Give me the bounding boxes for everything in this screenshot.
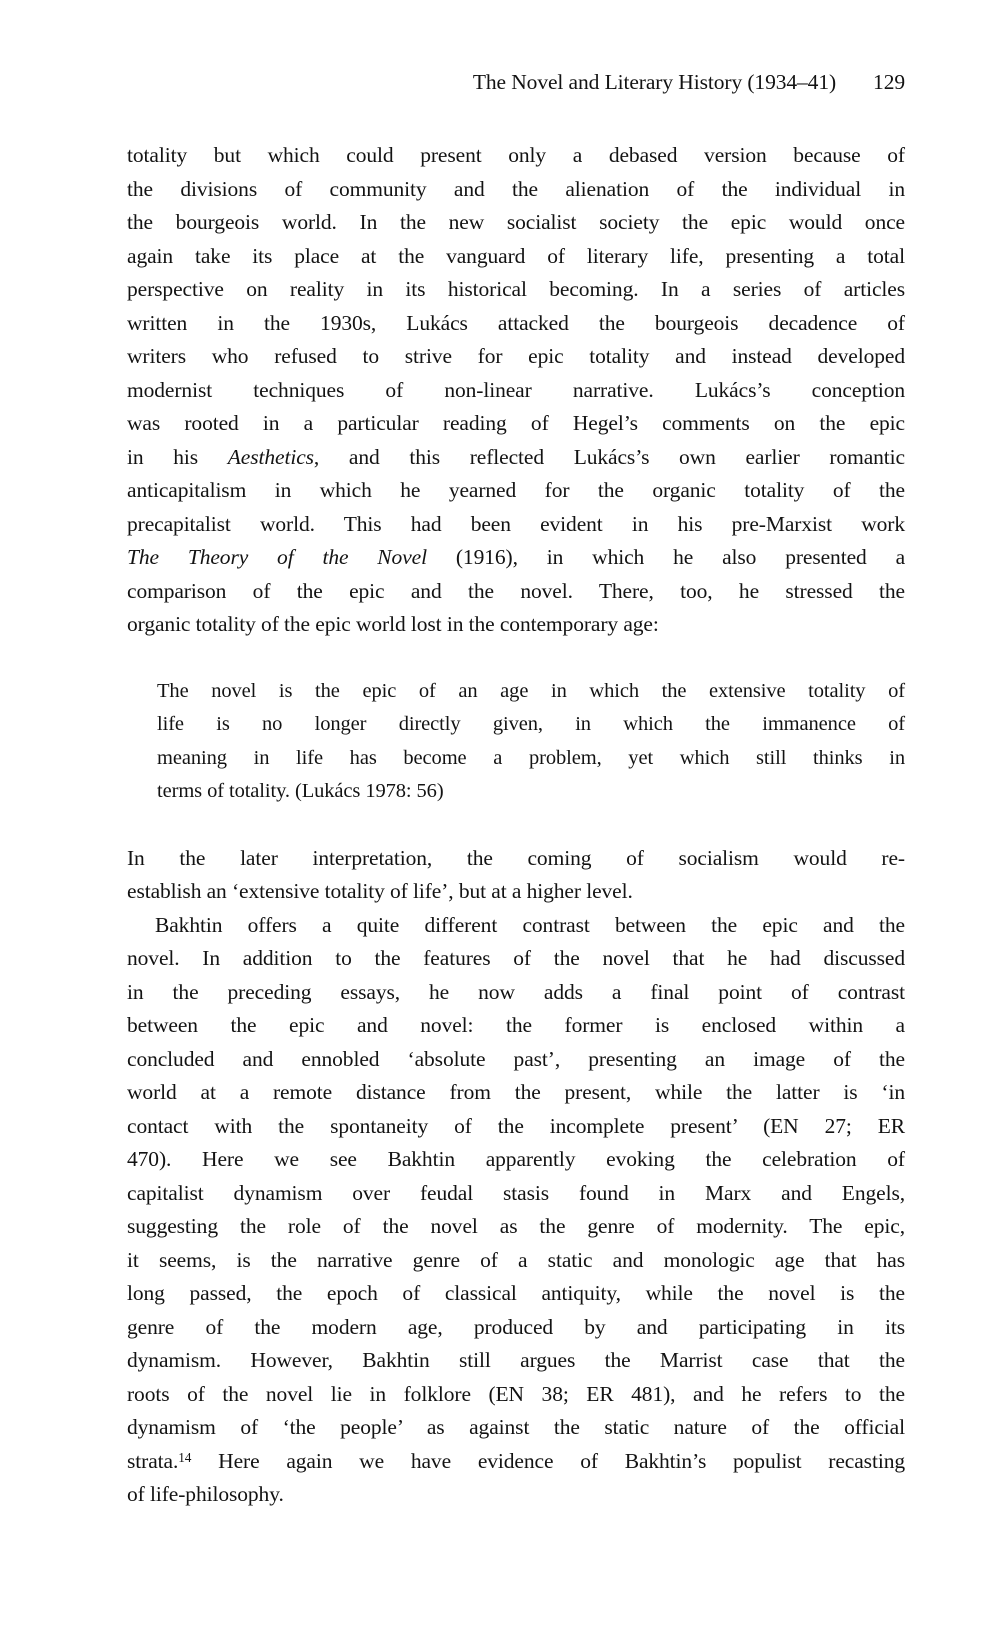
text-segment: capitalist dynamism over feudal stasis found in Marx and Engels, (127, 1180, 905, 1205)
text-line (127, 407, 905, 441)
text-line (127, 575, 905, 609)
text-segment: modernist techniques of non-linear narrative. Lukács’s conception (127, 377, 905, 402)
paragraph-later-interpretation (127, 842, 905, 909)
running-head-title: The Novel and Literary History (1934–41) (472, 70, 837, 94)
text-line (127, 1244, 905, 1278)
text-segment: In the later interpretation, the coming of socialism would re- (127, 845, 905, 870)
text-line (127, 474, 905, 508)
text-segment: concluded and ennobled ‘absolute past’, presenting an image of the (127, 1046, 905, 1071)
text-line (127, 1009, 905, 1043)
paragraph-bakhtin-epic-novel-contrast (127, 909, 905, 1512)
paragraph-lukacs-epic-totality (127, 139, 905, 642)
text-segment: the divisions of community and the alienation of the individual in (127, 176, 905, 201)
text-segment: suggesting the role of the novel as the genre of modernity. The epic, (127, 1214, 905, 1238)
text-line (127, 173, 905, 207)
text-line (127, 942, 905, 976)
text-segment: long passed, the epoch of classical antiquity, while the novel is the (127, 1281, 905, 1305)
text-segment: 470). Here we see Bakhtin apparently evoking the celebration of (127, 1147, 905, 1171)
text-segment: novel. In addition to the features of the novel that he had discussed (127, 946, 905, 970)
text-line (127, 842, 905, 876)
text-segment: dynamism. However, Bakhtin still argues the Marrist case that the (127, 1348, 905, 1372)
text-segment: in the preceding essays, he now adds a final point of contrast (127, 979, 905, 1004)
text-line (127, 1344, 905, 1378)
text-segment: life is no longer directly given, in which the immanence of (157, 713, 905, 735)
text-segment: writers who refused to strive for epic totality and instead developed (127, 344, 905, 368)
text-segment: contact with the spontaneity of the incomplete present’ (EN 27; ER (127, 1113, 905, 1138)
text-segment: strata. (127, 1448, 179, 1473)
text-line (127, 441, 905, 475)
footnote-marker: 14 (178, 1449, 192, 1465)
text-segment: The novel is the epic of an age in which the extensive totality of (157, 679, 905, 702)
text-segment: it seems, is the narrative genre of a static and monologic age that has (127, 1247, 905, 1272)
text-segment: establish an ‘extensive totality of life’, but at a higher level. (127, 879, 633, 903)
text-line (127, 541, 905, 575)
text-segment: precapitalist world. This had been evident in his pre-Marxist work (127, 511, 905, 536)
text-segment: in his (127, 444, 228, 469)
text-line (127, 1311, 905, 1345)
text-line (157, 742, 905, 776)
text-line (127, 1110, 905, 1144)
text-line (127, 307, 905, 341)
text-line (127, 240, 905, 274)
text-line (127, 1378, 905, 1412)
text-line (127, 1411, 905, 1445)
text-line (127, 1210, 905, 1244)
text-line (127, 875, 905, 909)
text-segment: organic totality of the epic world lost in the contemporary age: (127, 612, 659, 636)
text-line (127, 1177, 905, 1211)
text-segment: , and this reflected Lukács’s own earlier romantic (313, 444, 905, 469)
text-line (127, 273, 905, 307)
text-segment: was rooted in a particular reading of Hegel’s comments on the epic (127, 411, 905, 435)
text-line (127, 1277, 905, 1311)
text-line (127, 1143, 905, 1177)
text-line (157, 675, 905, 709)
text-block (127, 139, 905, 1512)
text-line (127, 1076, 905, 1110)
text-line (127, 1478, 905, 1512)
text-line (157, 775, 905, 809)
italic-text: Aesthetics (227, 444, 314, 469)
text-segment: Here again we have evidence of Bakhtin’s populist recasting (191, 1448, 905, 1473)
text-line (127, 976, 905, 1010)
text-segment: written in the 1930s, Lukács attacked the bourgeois decadence of (127, 310, 905, 335)
page-number: 129 (873, 70, 905, 94)
text-segment: world at a remote distance from the present, while the latter is ‘in (127, 1080, 905, 1104)
text-line (157, 708, 905, 742)
text-line (127, 909, 905, 943)
text-segment: dynamism of ‘the people’ as against the static nature of the official (127, 1415, 905, 1439)
text-segment: genre of the modern age, produced by and participating in its (127, 1314, 905, 1339)
text-segment: anticapitalism in which he yearned for the organic totality of the (127, 478, 905, 502)
text-segment: meaning in life has become a problem, yet which still thinks in (157, 746, 905, 769)
running-head (127, 66, 905, 98)
text-segment: comparison of the epic and the novel. There, too, he stressed the (127, 578, 905, 603)
text-line (127, 374, 905, 408)
text-line (127, 508, 905, 542)
text-segment: perspective on reality in its historical becoming. In a series of articles (127, 277, 905, 301)
text-segment: (1916), in which he also presented a (426, 545, 906, 569)
text-segment: the bourgeois world. In the new socialist society the epic would once (127, 210, 905, 234)
italic-text: The Theory of the Novel (127, 545, 427, 569)
text-segment: roots of the novel lie in folklore (EN 38; ER 481), and he refers to the (127, 1381, 905, 1406)
text-line (127, 340, 905, 374)
text-line (127, 1043, 905, 1077)
text-line (127, 139, 905, 173)
text-line (127, 206, 905, 240)
text-segment: totality but which could present only a debased version because of (127, 143, 905, 167)
text-segment: Bakhtin offers a quite different contrast between the epic and the (155, 912, 905, 937)
text-segment: terms of totality. (Lukács 1978: 56) (157, 780, 444, 802)
blockquote-theory-of-the-novel (157, 675, 905, 809)
text-segment: between the epic and novel: the former is enclosed within a (127, 1013, 905, 1037)
text-segment: again take its place at the vanguard of literary life, presenting a total (127, 243, 905, 268)
text-line (127, 608, 905, 642)
text-line (127, 1445, 905, 1479)
text-segment: of life-philosophy. (127, 1482, 284, 1506)
